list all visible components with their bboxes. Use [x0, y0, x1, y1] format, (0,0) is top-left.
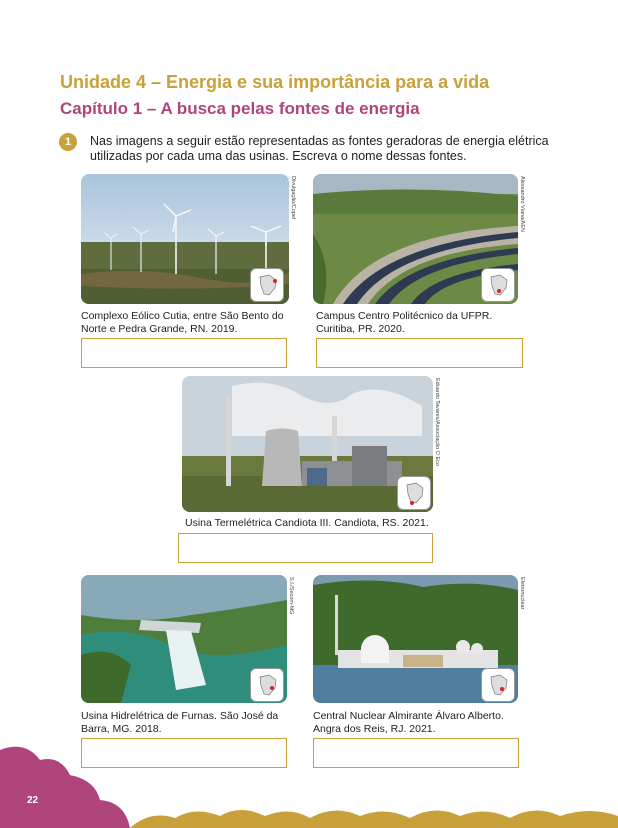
image-credit: Alessandro Viana/AEN: [519, 176, 525, 232]
image-caption: Campus Centro Politécnico da UFPR. Curitiba, PR. 2020.: [316, 310, 493, 335]
page-number: 22: [27, 795, 39, 806]
chapter-title: Capítulo 1 – A busca pelas fontes de energia: [60, 99, 420, 118]
thermal-plant-photo: [182, 376, 433, 512]
image-credit: Eduardo Tavares/Associação O Eco: [434, 378, 440, 466]
unit-title: Unidade 4 – Energia e sua importância para a vida: [60, 72, 490, 92]
brazil-map-icon: [250, 668, 284, 702]
image-caption: Central Nuclear Almirante Álvaro Alberto. Angra dos Reis, RJ. 2021.: [313, 710, 504, 735]
image-caption: Complexo Eólico Cutia, entre São Bento do Norte e Pedra Grande, RN. 2019.: [81, 310, 284, 335]
decorative-footer-clouds: [0, 740, 618, 828]
brazil-map-icon: [481, 268, 515, 302]
image-caption: Usina Termelétrica Candiota III. Candiota, RS. 2021.: [185, 517, 429, 529]
answer-box-1[interactable]: [81, 338, 287, 368]
answer-box-3[interactable]: [178, 533, 433, 563]
brazil-map-icon: [250, 268, 284, 302]
question-text: Nas imagens a seguir estão representadas as fontes geradoras de energia elétrica utilizadas por cada uma das usinas. Escreva o nome dessas fontes.: [90, 134, 549, 163]
image-caption: Usina Hidrelétrica de Furnas. São José da Barra, MG. 2018.: [81, 710, 279, 735]
brazil-map-icon: [397, 476, 431, 510]
image-credit: S.I./Secom-MG: [288, 577, 294, 615]
brazil-map-icon: [481, 668, 515, 702]
question-number-badge: 1: [59, 133, 77, 151]
image-credit: Divulgação/Copel: [290, 176, 296, 220]
answer-box-2[interactable]: [316, 338, 523, 368]
image-credit: Eletronuclear: [519, 577, 525, 610]
